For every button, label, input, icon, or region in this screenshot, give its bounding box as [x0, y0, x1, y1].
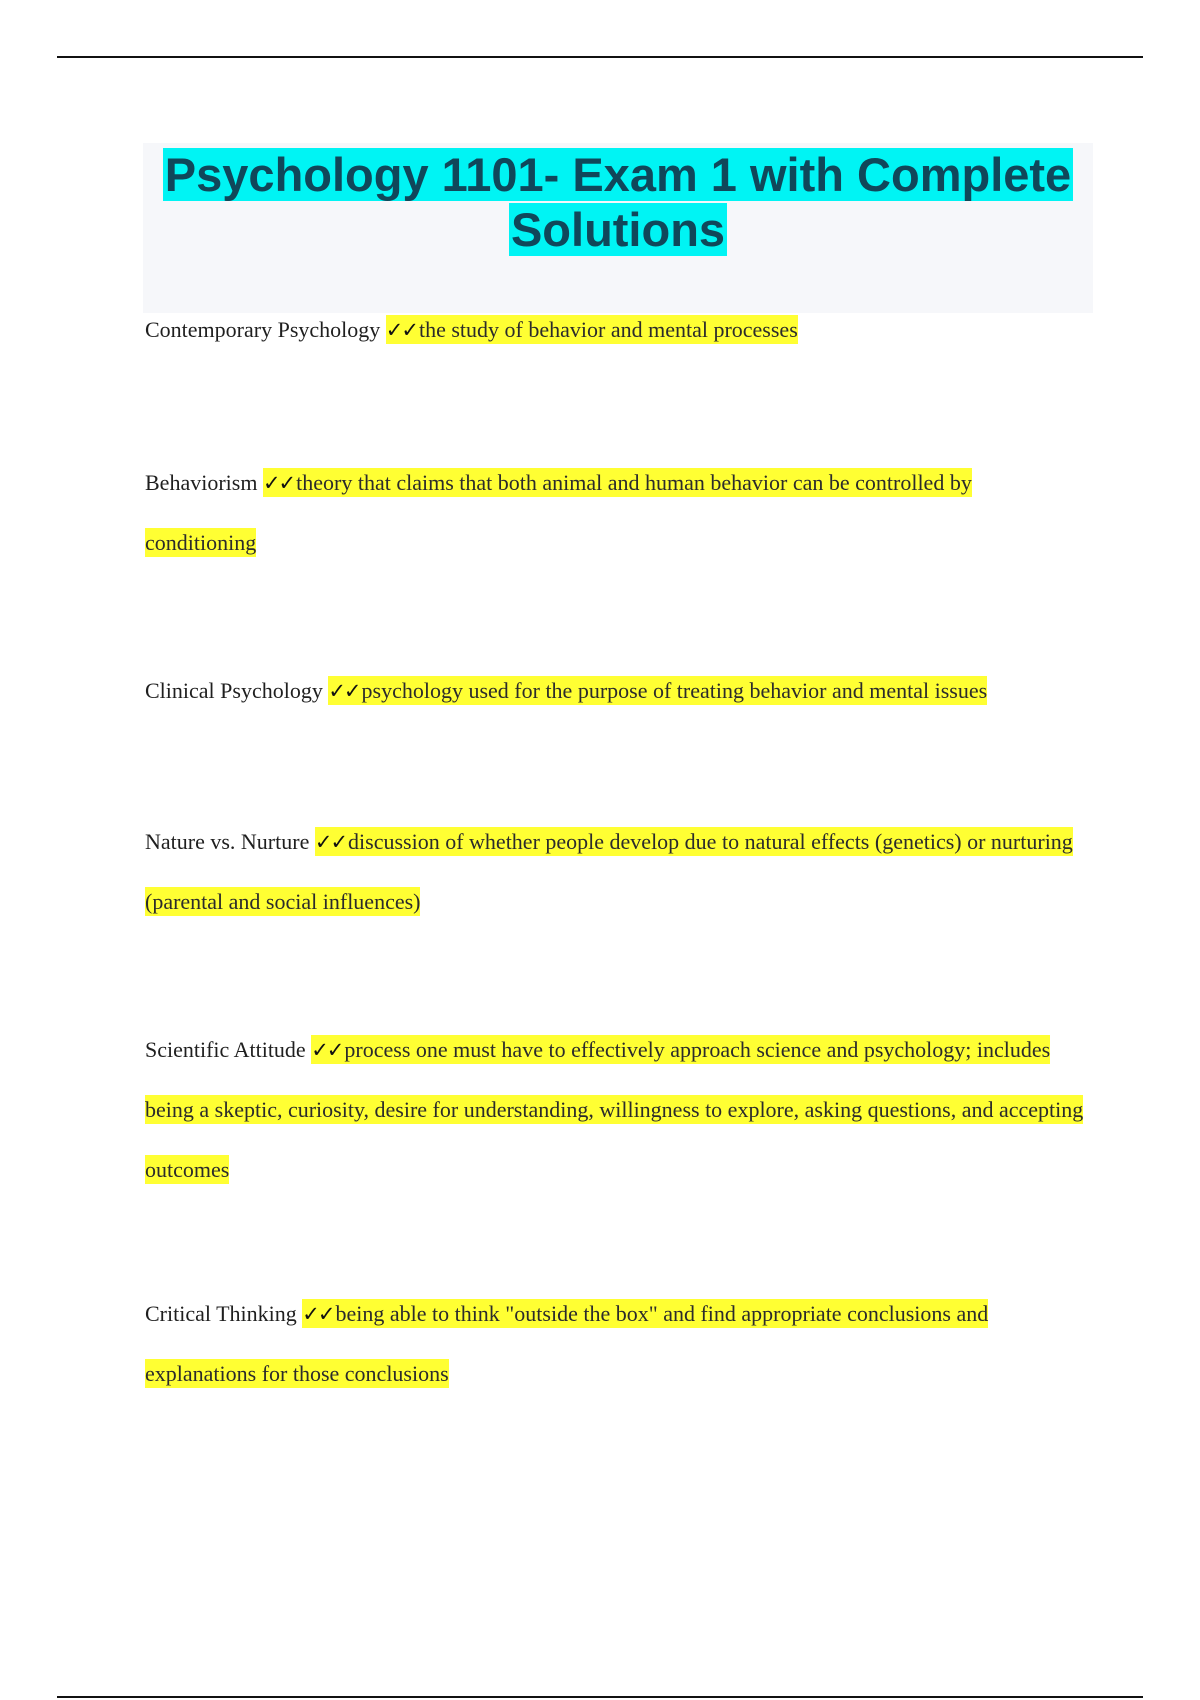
- top-rule: [57, 56, 1143, 58]
- entry-contemporary-psychology: [145, 300, 1085, 360]
- title-line-2: Solutions: [510, 203, 726, 256]
- entry-definition-text: discussion of whether people develop due to natural effects (genetics) or nurturing (parental and social influences): [145, 829, 1073, 914]
- double-check-icon: ✓✓: [302, 1302, 334, 1326]
- double-check-icon: ✓✓: [311, 1038, 343, 1062]
- entry-definition-text: theory that claims that both animal and human behavior can be controlled by conditioning: [145, 470, 972, 555]
- entry-term: Behaviorism: [145, 470, 258, 495]
- entry-term: Nature vs. Nurture: [145, 829, 310, 854]
- page-title: [143, 143, 1093, 257]
- entry-definition-text: process one must have to effectively approach science and psychology; includes being a skeptic, curiosity, desire for understanding, willingness to explore, asking questions, and accepting outcomes: [145, 1037, 1084, 1182]
- entry-nature-vs-nurture: [145, 812, 1085, 932]
- double-check-icon: ✓✓: [262, 471, 295, 495]
- double-check-icon: ✓✓: [314, 830, 347, 854]
- entry-definition-text: the study of behavior and mental processes: [418, 317, 798, 342]
- entry-term: Critical Thinking: [145, 1301, 297, 1326]
- double-check-icon: ✓✓: [385, 318, 417, 342]
- entry-definition: [386, 315, 798, 344]
- double-check-icon: ✓✓: [328, 679, 360, 703]
- entry-definition-text: psychology used for the purpose of treating behavior and mental issues: [361, 678, 988, 703]
- entry-term: Contemporary Psychology: [145, 317, 381, 342]
- entry-term: Clinical Psychology: [145, 678, 323, 703]
- entry-critical-thinking: [145, 1284, 1085, 1404]
- entry-behaviorism: [145, 453, 1085, 573]
- entry-definition: [145, 468, 972, 557]
- entry-clinical-psychology: [145, 661, 1085, 721]
- entry-definition: [328, 676, 987, 705]
- title-block: [143, 143, 1093, 313]
- entry-scientific-attitude: [145, 1020, 1085, 1200]
- entry-term: Scientific Attitude: [145, 1037, 306, 1062]
- bottom-rule: [57, 1696, 1143, 1698]
- title-line-1: Psychology 1101- Exam 1 with Complete: [164, 148, 1072, 201]
- entry-definition-text: being able to think "outside the box" and find appropriate conclusions and explanations for those conclusions: [145, 1301, 989, 1386]
